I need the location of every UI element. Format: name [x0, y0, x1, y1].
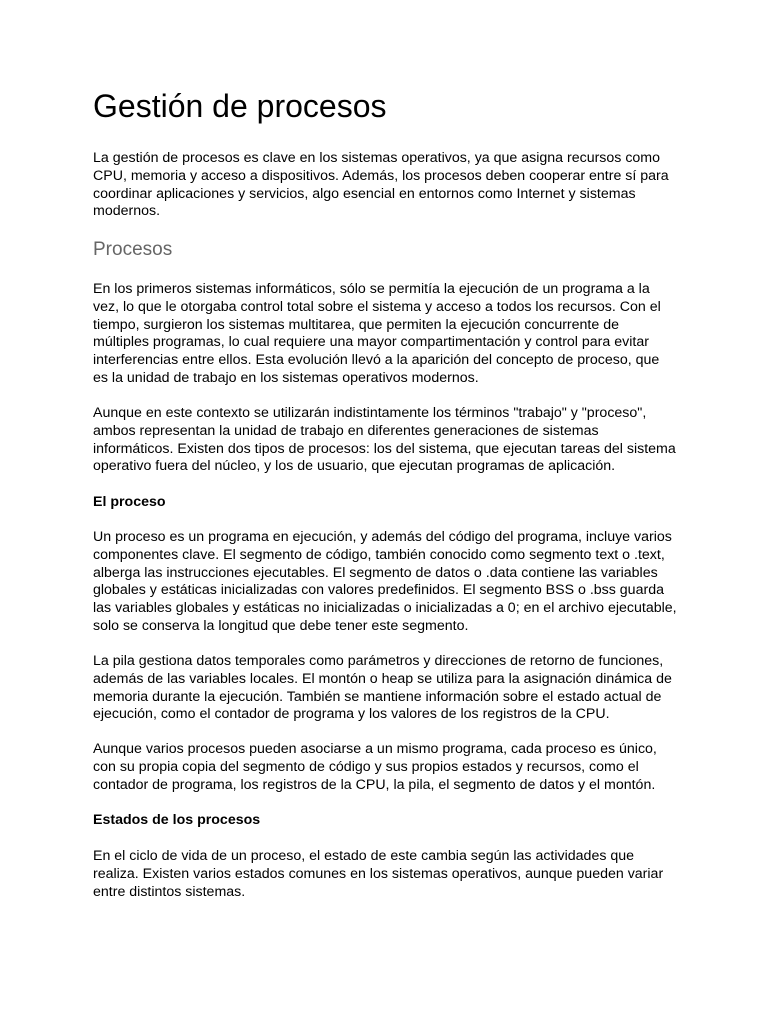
section-heading-el-proceso: El proceso [93, 494, 166, 510]
intro-paragraph: La gestión de procesos es clave en los sistemas operativos, ya que asigna recursos como CPU, memoria y acceso a dispositivos. Además, los procesos deben cooperar entre sí para coordinar aplicaciones y servicios, algo esencial en entornos como Internet y sistemas modernos. [93, 150, 669, 220]
page-title: Gestión de procesos [93, 88, 387, 124]
procesos-paragraph-2: Aunque en este contexto se utilizarán indistintamente los términos "trabajo" y "proceso", ambos representan la unidad de trabajo en diferentes generaciones de sistemas informáticos. Existen dos tipos de procesos: los del sistema, que ejecutan tareas del sistema operativo fuera del núcleo, y los de usuario, que ejecutan programas de aplicación. [93, 405, 676, 475]
estados-paragraph-1: En el ciclo de vida de un proceso, el estado de este cambia según las actividades que realiza. Existen varios estados comunes en los sistemas operativos, aunque pueden variar entre distintos sistemas. [93, 848, 664, 900]
procesos-paragraph-1: En los primeros sistemas informáticos, sólo se permitía la ejecución de un programa a la vez, lo que le otorgaba control total sobre el sistema y acceso a todos los recursos. Con el tiempo, surgieron los sistemas multitarea, que permiten la ejecución concurrente de múltiples programas, lo cual requiere una mayor compartimentación y control para evitar interferencias entre ellos. Esta evolución llevó a la aparición del concepto de proceso, que es la unidad de trabajo en los sistemas operativos modernos. [93, 281, 661, 386]
el-proceso-paragraph-1: Un proceso es un programa en ejecución, y además del código del programa, incluye varios componentes clave. El segmento de código, también conocido como segmento text o .text, alberga las instrucciones ejecutables. El segmento de datos o .data contiene las variables globales y estáticas inicializadas con valores predefinidos. El segmento BSS o .bss guarda las variables globales y estáticas no inicializadas o inicializadas a 0; en el archivo ejecutable, solo se conserva la longitud que debe tener este segmento. [93, 529, 677, 634]
section-heading-procesos: Procesos [93, 239, 173, 260]
el-proceso-paragraph-3: Aunque varios procesos pueden asociarse a un mismo programa, cada proceso es único, con su propia copia del segmento de código y sus propios estados y recursos, como el contador de programa, los registros de la CPU, la pila, el segmento de datos y el montón. [93, 741, 657, 793]
section-heading-estados: Estados de los procesos [93, 812, 261, 828]
el-proceso-paragraph-2: La pila gestiona datos temporales como parámetros y direcciones de retorno de funciones, además de las variables locales. El montón o heap se utiliza para la asignación dinámica de memoria durante la ejecución. También se mantiene información sobre el estado actual de ejecución, como el contador de programa y los valores de los registros de la CPU. [93, 653, 672, 723]
